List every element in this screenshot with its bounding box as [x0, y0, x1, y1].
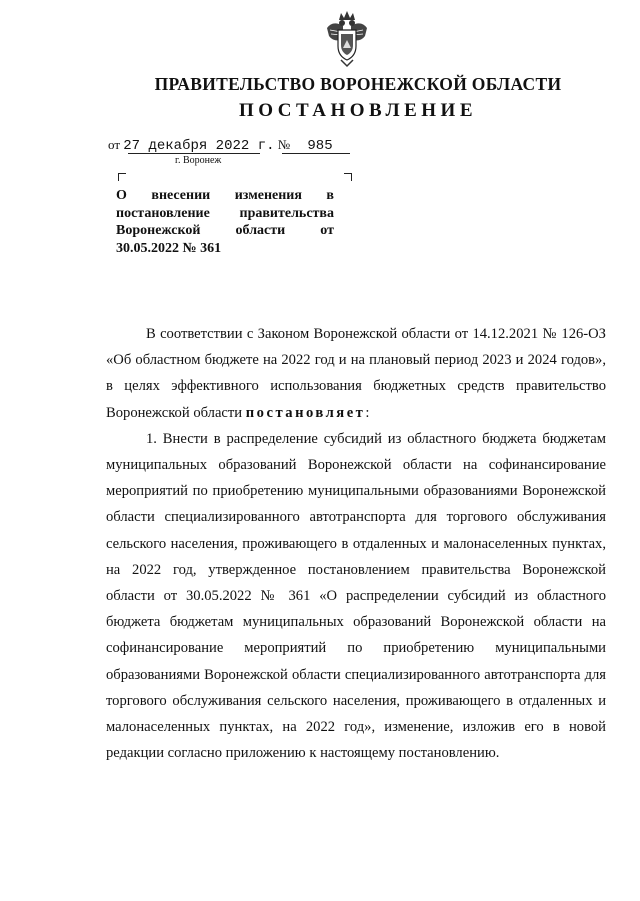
number-underline	[282, 153, 350, 154]
preamble-colon: :	[365, 404, 370, 421]
resolves-keyword: постановляет	[245, 404, 366, 421]
preamble-text: В соответствии с Законом Воронежской области от 14.12.2021 № 126-ОЗ «Об областном бюджете на 2022 год и на плановый период 2023 и 2024 годов», в целях эффективного использования бюджетных средств правительство Воронежской области	[106, 326, 606, 421]
city-label: г. Воронеж	[175, 155, 222, 166]
paragraph-preamble	[106, 321, 606, 426]
coat-of-arms-icon	[323, 10, 371, 68]
document-subject: О внесении изменения в постановление правительства Воронежской области от 30.05.2022 № 361	[116, 188, 334, 256]
document-body	[106, 321, 606, 766]
date-prefix: от	[108, 137, 121, 152]
date-underline	[128, 153, 260, 154]
document-type: ПОСТАНОВЛЕНИЕ	[238, 100, 478, 121]
subject-corner-left	[118, 173, 126, 181]
document-date-line	[108, 137, 333, 154]
subject-corner-right	[344, 173, 352, 181]
organization-title: ПРАВИТЕЛЬСТВО ВОРОНЕЖСКОЙ ОБЛАСТИ	[154, 74, 562, 94]
paragraph-item-1: 1. Внести в распределение субсидий из областного бюджета бюджетам муниципальных образований Воронежской области на софинансирование мероприятий по приобретению муниципальными образованиями Воронежской области специализированного автотранспорта для торгового обслуживания сельского населения, проживающего в отдаленных и малонаселенных пунктах, на 2022 год, утвержденное постановлением правительства Воронежской области от 30.05.2022 № 361 «О распределении субсидий из областного бюджета бюджетам муниципальных образований Воронежской области на софинансирование мероприятий по приобретению муниципальными образованиями Воронежской области специализированного автотранспорта для торгового обслуживания сельского населения, проживающего в отдаленных и малонаселенных пунктах, на 2022 год», изменение, изложив его в новой редакции согласно приложению к настоящему постановлению.	[106, 430, 606, 762]
document-number: 985	[307, 138, 333, 154]
number-prefix: №	[277, 137, 291, 152]
document-date: 27 декабря 2022 г.	[123, 138, 275, 154]
